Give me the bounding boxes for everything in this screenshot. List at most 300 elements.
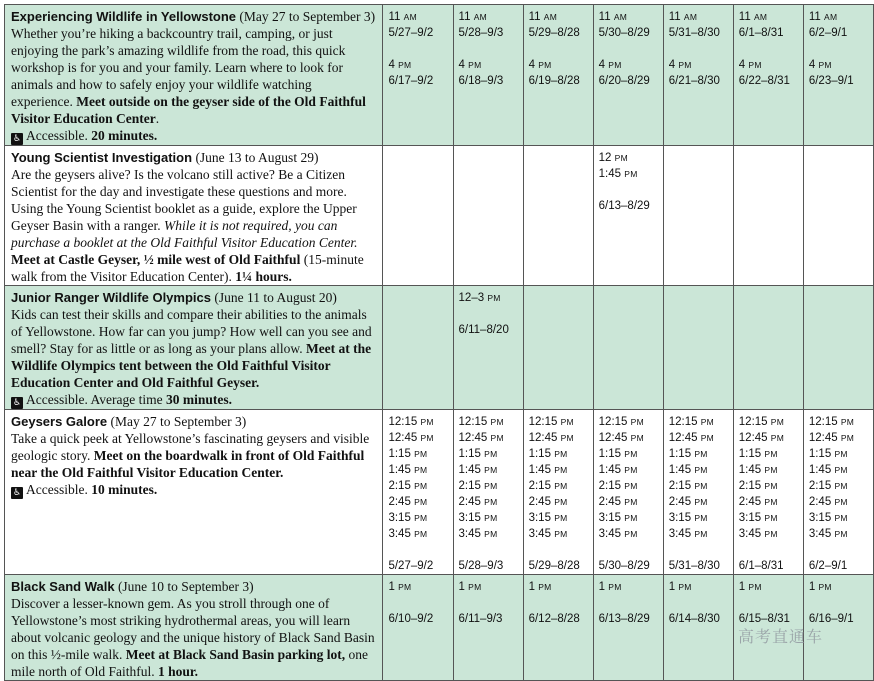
date-range xyxy=(599,73,663,89)
date-range-value: 6/17–9/2 xyxy=(388,75,434,87)
meeting-place: Meet on the boardwalk in front of Old Faithful near the Old Faithful Visitor Education Center. xyxy=(11,448,365,480)
date-range xyxy=(739,558,803,574)
program-duration: 1¼ hours. xyxy=(235,269,292,284)
session-time xyxy=(599,446,663,462)
meridiem: PM xyxy=(624,529,638,539)
meridiem: PM xyxy=(554,481,568,491)
wheelchair-icon: ♿ xyxy=(12,488,22,498)
session-time xyxy=(599,414,663,430)
program-row xyxy=(5,146,874,286)
time-value: 12:15 xyxy=(598,416,628,428)
schedule-cell xyxy=(523,410,593,575)
accessible-label: Accessible. xyxy=(26,392,88,407)
meridiem: PM xyxy=(490,433,504,443)
meridiem: PM xyxy=(694,497,708,507)
time-value: 1:45 xyxy=(808,464,832,476)
date-range xyxy=(599,198,663,214)
meridiem: PM xyxy=(624,449,638,459)
program-description xyxy=(5,5,383,146)
time-value: 1:15 xyxy=(388,448,411,460)
time-value: 2:45 xyxy=(668,496,692,508)
time-value: 3:15 xyxy=(738,512,762,524)
date-range-value: 6/16–9/1 xyxy=(808,613,854,625)
session-time xyxy=(529,478,593,494)
meridiem: PM xyxy=(554,449,568,459)
spacer xyxy=(459,306,523,322)
session-time xyxy=(599,9,663,25)
schedule-cell xyxy=(593,146,663,286)
date-range-value: 5/31–8/30 xyxy=(668,560,720,572)
time-value: 1:45 xyxy=(528,464,551,476)
session-time xyxy=(599,494,663,510)
accessible-label: Accessible. xyxy=(26,128,88,143)
schedule-cell xyxy=(663,575,733,681)
spacer xyxy=(809,595,873,611)
date-range xyxy=(809,73,873,89)
time-value: 11 xyxy=(738,11,751,23)
meridiem: PM xyxy=(834,449,848,459)
date-range-value: 6/2–9/1 xyxy=(808,560,848,572)
session-time xyxy=(669,57,733,73)
session-time xyxy=(529,430,593,446)
session-time xyxy=(739,478,803,494)
spacer xyxy=(388,595,452,611)
date-range xyxy=(459,25,523,41)
time-value: 12:45 xyxy=(458,432,488,444)
time-value: 2:45 xyxy=(738,496,762,508)
spacer xyxy=(529,542,593,558)
time-value: 1:15 xyxy=(598,448,622,460)
date-range-value: 5/30–8/29 xyxy=(598,27,650,39)
meridiem: AM xyxy=(753,12,768,22)
meridiem: PM xyxy=(414,497,428,507)
meeting-place-suffix: (15-minute walk from the Visitor Education Center). xyxy=(11,252,364,284)
spacer xyxy=(669,595,733,611)
time-value: 3:45 xyxy=(738,528,762,540)
meridiem: PM xyxy=(748,60,762,70)
program-duration: 20 minutes. xyxy=(91,128,158,143)
meridiem: PM xyxy=(624,481,638,491)
session-time xyxy=(459,290,523,306)
session-time xyxy=(669,579,733,595)
time-value: 2:45 xyxy=(598,496,622,508)
session-time xyxy=(739,462,803,478)
session-time xyxy=(529,414,593,430)
session-time xyxy=(459,446,523,462)
meridiem: PM xyxy=(484,497,498,507)
schedule-cell xyxy=(593,575,663,681)
date-range xyxy=(739,25,803,41)
date-range xyxy=(529,611,593,627)
schedule-cell xyxy=(383,286,453,410)
schedule-cell xyxy=(453,410,523,575)
date-range xyxy=(809,558,873,574)
meridiem: PM xyxy=(484,529,498,539)
time-value: 11 xyxy=(388,11,401,23)
program-title: Experiencing Wildlife in Yellowstone xyxy=(11,9,237,24)
session-time xyxy=(739,510,803,526)
session-time xyxy=(388,579,452,595)
date-range xyxy=(669,73,733,89)
session-time xyxy=(809,9,873,25)
meeting-place: Meet outside on the geyser side of the Old Faithful Visitor Education Center xyxy=(11,94,366,126)
time-value: 3:15 xyxy=(528,512,551,524)
meridiem: PM xyxy=(624,497,638,507)
session-time xyxy=(669,526,733,542)
time-value: 3:15 xyxy=(598,512,622,524)
time-value: 11 xyxy=(528,11,541,23)
time-value: 3:15 xyxy=(668,512,692,524)
session-time xyxy=(529,446,593,462)
meridiem: PM xyxy=(624,513,638,523)
schedule-cell xyxy=(453,286,523,410)
date-range xyxy=(529,558,593,574)
meridiem: PM xyxy=(764,465,778,475)
program-dates: (June 13 to August 29) xyxy=(195,150,319,165)
program-description xyxy=(5,575,383,681)
session-time xyxy=(809,478,873,494)
date-range xyxy=(599,611,663,627)
program-note: While it is not required, you can purchase a booklet at the Old Faithful Visitor Education Center. xyxy=(11,218,358,250)
session-time xyxy=(669,494,733,510)
meridiem: AM xyxy=(403,12,417,22)
date-range-value: 5/28–9/3 xyxy=(458,560,504,572)
spacer xyxy=(459,41,523,57)
time-value: 4 xyxy=(388,59,395,71)
date-range-value: 6/13–8/29 xyxy=(598,200,650,212)
time-value: 12:45 xyxy=(388,432,418,444)
spacer xyxy=(669,542,733,558)
time-value: 12:15 xyxy=(458,416,488,428)
date-range-value: 5/30–8/29 xyxy=(598,560,650,572)
time-value: 3:15 xyxy=(458,512,481,524)
time-value: 12:45 xyxy=(668,432,698,444)
time-value: 3:15 xyxy=(388,512,411,524)
time-value: 3:45 xyxy=(458,528,481,540)
session-time xyxy=(529,9,593,25)
meridiem: PM xyxy=(630,417,644,427)
time-value: 2:45 xyxy=(458,496,481,508)
program-duration: 30 minutes. xyxy=(165,392,232,407)
time-value: 4 xyxy=(738,59,746,71)
meeting-place: Meet at the Wildlife Olympics tent between the Old Faithful Visitor Education Center and Old Faithful Geyser. xyxy=(11,341,372,390)
time-value: 1:45 xyxy=(388,464,411,476)
program-dates: (June 11 to August 20) xyxy=(214,290,337,305)
schedule-cell xyxy=(663,286,733,410)
schedule-cell xyxy=(523,286,593,410)
meridiem: AM xyxy=(543,12,558,22)
program-row xyxy=(5,286,874,410)
program-description xyxy=(5,286,383,410)
date-range xyxy=(459,322,523,338)
meridiem: PM xyxy=(608,60,622,70)
meridiem: PM xyxy=(770,417,785,427)
session-time xyxy=(459,579,523,595)
program-description xyxy=(5,410,383,575)
session-time xyxy=(809,510,873,526)
date-range-value: 5/27–9/2 xyxy=(388,560,434,572)
time-value: 3:45 xyxy=(598,528,622,540)
meridiem: PM xyxy=(414,481,428,491)
meridiem: PM xyxy=(468,60,482,70)
date-range-value: 6/21–8/30 xyxy=(668,75,720,87)
date-range xyxy=(388,558,452,574)
date-range-value: 5/28–9/3 xyxy=(458,27,504,39)
program-dates: (May 27 to September 3) xyxy=(239,9,376,24)
spacer xyxy=(388,41,452,57)
schedule-cell xyxy=(593,286,663,410)
time-value: 4 xyxy=(528,59,535,71)
session-time xyxy=(388,510,452,526)
time-value: 1:15 xyxy=(808,448,832,460)
spacer xyxy=(669,41,733,57)
meridiem: PM xyxy=(700,417,715,427)
time-value: 1 xyxy=(668,581,676,593)
meridiem: PM xyxy=(764,481,778,491)
meridiem: PM xyxy=(624,169,638,179)
time-value: 1:45 xyxy=(598,464,622,476)
date-range xyxy=(459,73,523,89)
session-time xyxy=(809,494,873,510)
date-range-value: 6/11–9/3 xyxy=(458,613,503,625)
meridiem: PM xyxy=(468,582,482,592)
meridiem: PM xyxy=(818,60,832,70)
schedule-table xyxy=(4,4,874,681)
date-range xyxy=(599,558,663,574)
session-time xyxy=(529,57,593,73)
program-title: Young Scientist Investigation xyxy=(11,150,193,165)
session-time xyxy=(388,478,452,494)
meridiem: PM xyxy=(700,433,715,443)
session-time xyxy=(459,430,523,446)
session-time xyxy=(809,414,873,430)
meridiem: PM xyxy=(694,529,708,539)
schedule-cell xyxy=(663,5,733,146)
time-value: 2:15 xyxy=(808,480,832,492)
meridiem: PM xyxy=(608,582,622,592)
program-description xyxy=(5,146,383,286)
session-time xyxy=(388,414,452,430)
schedule-cell xyxy=(803,286,873,410)
meridiem: PM xyxy=(834,465,848,475)
meridiem: PM xyxy=(630,433,644,443)
date-range-value: 6/22–8/31 xyxy=(738,75,790,87)
time-value: 2:15 xyxy=(738,480,762,492)
date-range xyxy=(739,73,803,89)
time-value: 12–3 xyxy=(458,292,485,304)
program-dates: (June 10 to September 3) xyxy=(117,579,254,594)
program-title: Junior Ranger Wildlife Olympics xyxy=(11,290,211,305)
meridiem: PM xyxy=(624,465,638,475)
program-text: Take a quick peek at Yellowstone’s fascinating geysers and visible geologic story. xyxy=(11,431,370,463)
meridiem: PM xyxy=(554,497,568,507)
time-value: 1 xyxy=(528,581,535,593)
time-value: 4 xyxy=(668,59,676,71)
time-value: 12:45 xyxy=(738,432,768,444)
session-time xyxy=(739,579,803,595)
wheelchair-icon: ♿ xyxy=(12,134,22,144)
date-range xyxy=(459,611,523,627)
meridiem: PM xyxy=(414,529,428,539)
meridiem: PM xyxy=(490,417,504,427)
program-row xyxy=(5,410,874,575)
session-time xyxy=(599,462,663,478)
schedule-cell xyxy=(383,146,453,286)
session-time xyxy=(529,462,593,478)
session-time xyxy=(739,414,803,430)
spacer xyxy=(599,41,663,57)
date-range xyxy=(529,73,593,89)
meeting-place: Meet at Castle Geyser, ½ mile west of Old Faithful xyxy=(11,252,301,267)
spacer xyxy=(388,542,452,558)
session-time xyxy=(669,478,733,494)
time-value: 12:15 xyxy=(808,416,838,428)
session-time xyxy=(809,57,873,73)
spacer xyxy=(459,542,523,558)
date-range-value: 6/11–8/20 xyxy=(458,324,509,336)
session-time xyxy=(529,579,593,595)
meridiem: PM xyxy=(678,60,692,70)
date-range-value: 6/13–8/29 xyxy=(598,613,650,625)
time-value: 12:45 xyxy=(808,432,838,444)
meridiem: PM xyxy=(420,417,434,427)
session-time xyxy=(669,446,733,462)
time-value: 2:15 xyxy=(458,480,481,492)
spacer xyxy=(809,542,873,558)
time-value: 4 xyxy=(808,59,816,71)
time-value: 3:45 xyxy=(528,528,551,540)
schedule-cell xyxy=(383,5,453,146)
date-range xyxy=(529,25,593,41)
schedule-cell xyxy=(453,146,523,286)
session-time xyxy=(599,430,663,446)
meridiem: PM xyxy=(764,497,778,507)
meridiem: PM xyxy=(554,513,568,523)
time-value: 1 xyxy=(458,581,465,593)
meridiem: AM xyxy=(473,12,488,22)
meridiem: PM xyxy=(840,417,855,427)
time-value: 3:45 xyxy=(808,528,832,540)
schedule-cell xyxy=(803,146,873,286)
meridiem: PM xyxy=(818,582,832,592)
date-range-value: 6/12–8/28 xyxy=(528,613,580,625)
schedule-cell xyxy=(593,5,663,146)
session-time xyxy=(459,510,523,526)
time-value: 12:15 xyxy=(528,416,558,428)
schedule-cell xyxy=(383,575,453,681)
time-value: 1 xyxy=(808,581,816,593)
meridiem: PM xyxy=(764,513,778,523)
session-time xyxy=(669,462,733,478)
session-time xyxy=(459,494,523,510)
time-value: 11 xyxy=(808,11,821,23)
meridiem: PM xyxy=(678,582,692,592)
time-value: 1:45 xyxy=(668,464,692,476)
time-value: 3:45 xyxy=(668,528,692,540)
session-time xyxy=(529,494,593,510)
session-time xyxy=(739,526,803,542)
date-range-value: 6/1–8/31 xyxy=(738,27,784,39)
date-range-value: 5/29–8/28 xyxy=(528,27,580,39)
meridiem: PM xyxy=(554,529,568,539)
meridiem: PM xyxy=(840,433,855,443)
meridiem: PM xyxy=(484,481,498,491)
meridiem: PM xyxy=(484,465,498,475)
time-value: 12:15 xyxy=(738,416,768,428)
session-time xyxy=(459,57,523,73)
time-value: 1:15 xyxy=(668,448,692,460)
schedule-cell xyxy=(803,410,873,575)
meridiem: PM xyxy=(538,60,552,70)
meridiem: PM xyxy=(484,513,498,523)
date-range-value: 5/31–8/30 xyxy=(668,27,720,39)
meridiem: PM xyxy=(420,433,434,443)
session-time xyxy=(809,430,873,446)
time-value: 1:15 xyxy=(458,448,481,460)
session-time xyxy=(459,9,523,25)
meridiem: PM xyxy=(834,481,848,491)
date-range-value: 6/20–8/29 xyxy=(598,75,650,87)
date-range xyxy=(669,25,733,41)
session-time xyxy=(669,9,733,25)
session-time xyxy=(599,57,663,73)
date-range-value: 6/2–9/1 xyxy=(808,27,848,39)
meridiem: PM xyxy=(834,497,848,507)
wheelchair-icon: ♿ xyxy=(12,398,22,408)
date-range-value: 6/23–9/1 xyxy=(808,75,854,87)
session-time xyxy=(739,9,803,25)
time-value: 1:45 xyxy=(458,464,481,476)
meridiem: PM xyxy=(834,513,848,523)
meridiem: PM xyxy=(834,529,848,539)
schedule-cell xyxy=(453,5,523,146)
time-value: 1 xyxy=(388,581,395,593)
date-range xyxy=(669,611,733,627)
session-time xyxy=(809,579,873,595)
meridiem: PM xyxy=(694,465,708,475)
schedule-cell xyxy=(663,410,733,575)
time-value: 1 xyxy=(598,581,606,593)
time-value: 12:45 xyxy=(528,432,558,444)
time-value: 12 xyxy=(598,152,612,164)
spacer xyxy=(809,41,873,57)
session-time xyxy=(599,526,663,542)
accessible-label: Accessible. xyxy=(26,482,88,497)
time-value: 2:15 xyxy=(528,480,551,492)
meridiem: PM xyxy=(694,449,708,459)
program-title: Geysers Galore xyxy=(11,414,108,429)
time-value: 4 xyxy=(598,59,606,71)
session-time xyxy=(739,430,803,446)
date-range xyxy=(669,558,733,574)
meridiem: PM xyxy=(398,582,412,592)
session-time xyxy=(599,510,663,526)
meridiem: PM xyxy=(414,465,428,475)
program-dates: (May 27 to September 3) xyxy=(110,414,247,429)
meridiem: PM xyxy=(694,513,708,523)
time-value: 11 xyxy=(598,11,611,23)
session-time xyxy=(529,510,593,526)
meridiem: PM xyxy=(484,449,498,459)
spacer xyxy=(739,595,803,611)
date-range-value: 6/10–9/2 xyxy=(388,613,434,625)
program-title: Black Sand Walk xyxy=(11,579,115,594)
watermark: 高考直通车 xyxy=(738,627,824,646)
session-time xyxy=(739,446,803,462)
meridiem: PM xyxy=(764,449,778,459)
session-time xyxy=(388,462,452,478)
meridiem: PM xyxy=(414,513,428,523)
